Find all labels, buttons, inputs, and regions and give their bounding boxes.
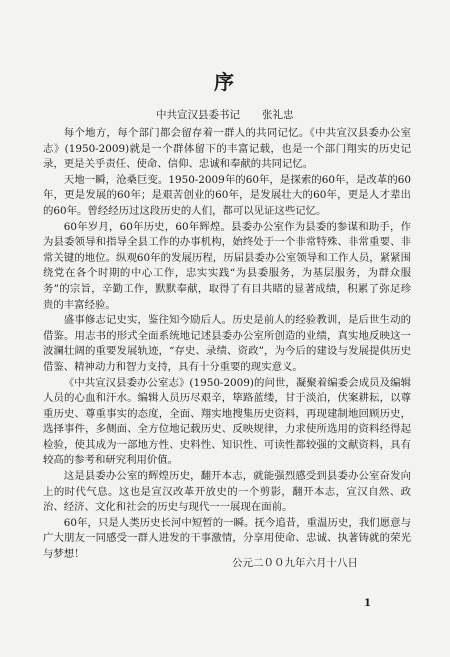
signature-date: 公元二００九年六月十八日 [232,557,358,569]
paragraph: 这是县委办公室的辉煌历史，翻开本志，就能强烈感受到县委办公室奋发向上的时代气息。这也是宣汉改革开放史的一个剪影，翻开本志，宣汉自然、政治、经济、文化和社会的历史与现代一一展现在面前。 [43,470,411,514]
byline [156,107,294,122]
author-position: 中共宣汉县委书记 [156,109,240,121]
preface-body [43,126,411,563]
paragraph: 60年，只是人类历史长河中短暂的一瞬。抚今追昔，重温历史，我们愿意与广大朋友一同感受一群人进发的干事激情，分享用使命、忠诚、执著铸就的荣光与梦想！ [43,516,411,561]
paragraph: 每个地方，每个部门都会留存着一群人的共同记忆。《中共宣汉县委办公室志》(1950-2009)就是一个群体留下的丰富记载，也是一个部门翔实的历史记录，更是关乎责任、使命、信仰、忠诚和奉献的共同记忆。 [43,127,411,171]
page-number: 1 [364,598,371,609]
paragraph: 《中共宣汉县委办公室志》(1950-2009)的问世，凝聚着编委会成员及编辑人员的心血和汗水。编辑人员历尽艰辛，筚路蓝缕，甘于淡泊，伏案耕耘，以尊重历史、尊重事实的态度，全面、翔实地搜集历史资料，再现建制地回顾历史，选择事件，多侧面、全方位地记载历史、反映规律，力求使所选用的资料经得起检验，使其成为一部地方性、史料性、知识性、可读性都较强的文献资料，具有较高的参考和研究利用价值。 [43,376,411,467]
paragraph: 盛事修志记史实，鉴往知今励后人。历史是前人的经验教训，是后世生动的借鉴。用志书的形式全面系统地记述县委办公室所创造的业绩，真实地反映这一波澜壮阔的重要发展轨迹，“存史、录绩、资政”，为今后的建设与发展提供历史借鉴、精神动力和智力支持，具有十分重要的现实意义。 [43,314,411,373]
page-title: 序 [214,70,236,94]
paragraph: 60年岁月，60年历史，60年辉煌。县委办公室作为县委的参谋和助手，作为县委领导和指导全县工作的办事机构，始终处于一个非常特殊、非常重要、非常关键的地位。纵观60年的发展历程，历届县委办公室领导和工作人员，紧紧围绕党在各个时期的中心工作，忠实实践“为县委服务，为基层服务，为群众服务”的宗旨，辛勤工作，默默奉献，取得了有目共睹的显著成绩，积累了弥足珍贵的丰富经验。 [43,220,411,311]
paragraph: 天地一瞬，沧桑巨变。1950-2009年的60年，是探索的60年，是改革的60年，更是发展的60年；是艰苦创业的60年，是发展壮大的60年，更是人才辈出的60年。曾经经历过这段历史的人们，都可以见证这些记忆。 [43,173,411,217]
author-name: 张礼忠 [262,109,294,121]
